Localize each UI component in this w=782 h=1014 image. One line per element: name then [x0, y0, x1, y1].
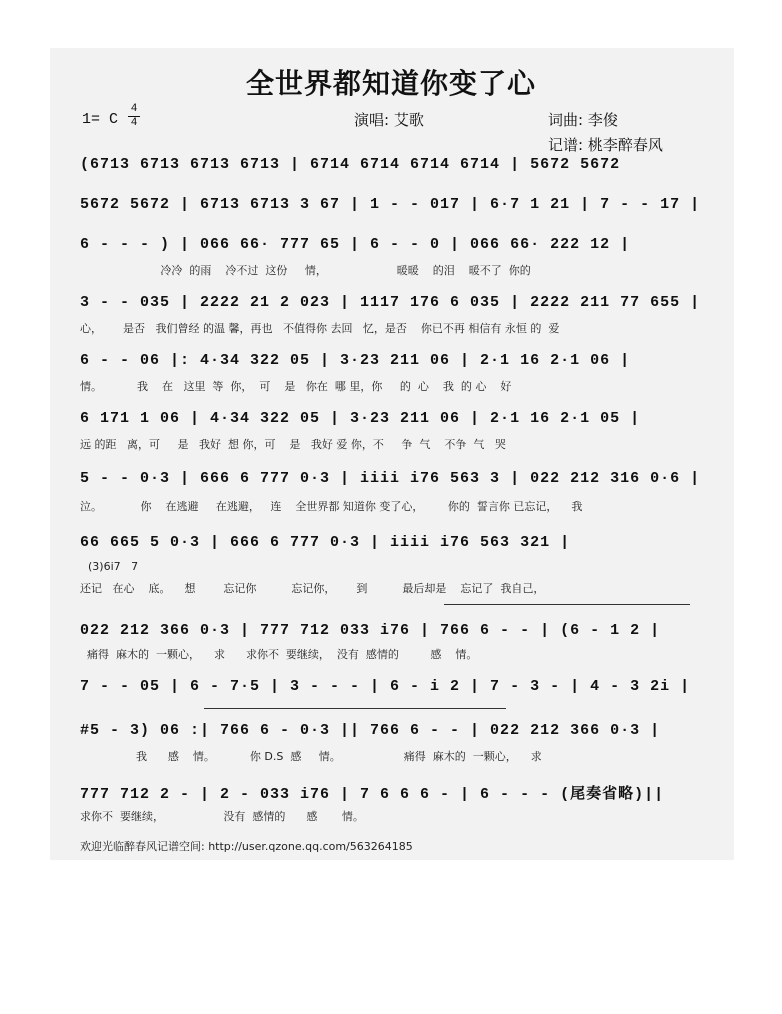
- lyrics-row-3: 冷冷 的雨 冷不过 这份 情， 暖暖 的泪 暖不了 你的: [80, 264, 531, 277]
- lyrics-row-11: 我 感 情。 你 D.S 感 情。 痛得 麻木的 一颗心， 求: [80, 750, 542, 763]
- lyrics-row-6: 远 的距 离，可 是 我好 想 你，可 是 我好 爱 你，不 争 气 不争 气 哭: [80, 438, 506, 451]
- notation-row-5: 6 - - 06 |: 4·34 322 05 | 3·23 211 06 | 2·1 16 2·1 06 |: [80, 352, 631, 369]
- composer-credit: 词曲: 李俊: [548, 111, 618, 129]
- notation-row-11: #5 - 3) 06 :| 766 6 - 0·3 || 766 6 - - | 022 212 366 0·3 |: [80, 722, 661, 739]
- lyrics-row-7: 泣。 你 在逃避 在逃避， 连 全世界都 知道你 变了心， 你的 誓言你 已忘记， 我: [80, 500, 583, 513]
- lyrics-row-9: 痛得 麻木的 一颗心， 求 求你不 要继续， 没有 感情的 感 情。: [80, 648, 478, 661]
- volta-bracket-3: [380, 708, 506, 709]
- aside-notes: (3)6i7 7: [88, 560, 139, 573]
- lyrics-row-5: 情。 我 在 这里 等 你， 可 是 你在 哪 里，你 的 心 我 的 心 好: [80, 380, 512, 393]
- notation-row-4: 3 - - 035 | 2222 21 2 023 | 1117 176 6 035 | 2222 211 77 655 |: [80, 294, 701, 311]
- time-signature: [128, 104, 140, 129]
- key-signature: 1= C: [82, 111, 119, 128]
- time-denominator: 4: [130, 117, 138, 129]
- time-numerator: 4: [130, 103, 138, 115]
- lyrics-row-12: 求你不 要继续， 没有 感情的 感 情。: [80, 810, 364, 823]
- notation-row-12: 777 712 2 - | 2 - 033 i76 | 7 6 6 6 - | 6 - - - (尾奏省略)||: [80, 786, 665, 803]
- notation-row-7: 5 - - 0·3 | 666 6 777 0·3 | iiii i76 563 3 | 022 212 316 0·6 |: [80, 470, 701, 487]
- footer-note: 欢迎光临醉春风记谱空间: http://user.qzone.qq.com/563264185: [80, 840, 413, 853]
- notation-row-9: 022 212 366 0·3 | 777 712 033 i76 | 766 6 - - | (6 - 1 2 |: [80, 622, 661, 639]
- notation-row-1: (6713 6713 6713 6713 | 6714 6714 6714 6714 | 5672 5672: [80, 156, 621, 173]
- transcriber-credit: 记谱: 桃李醉春风: [548, 136, 663, 154]
- notation-row-8: 66 665 5 0·3 | 666 6 777 0·3 | iiii i76 563 321 |: [80, 534, 571, 551]
- lyrics-row-8: 还记 在心 底。 想 忘记你 忘记你， 到 最后却是 忘记了 我自己，: [80, 582, 545, 595]
- notation-row-3: 6 - - - ) | 066 66· 777 65 | 6 - - 0 | 066 66· 222 12 |: [80, 236, 631, 253]
- notation-row-2: 5672 5672 | 6713 6713 3 67 | 1 - - 017 | 6·7 1 21 | 7 - - 17 |: [80, 196, 701, 213]
- lyrics-row-4: 心， 是否 我们曾经 的温 馨，再也 不值得你 去回 忆，是否 你已不再 相信有 永恒 的 爱: [80, 322, 560, 335]
- song-title: 全世界都知道你变了心: [245, 67, 536, 100]
- notation-row-10: 7 - - 05 | 6 - 7·5 | 3 - - - | 6 - i 2 | 7 - 3 - | 4 - 3 2i |: [80, 678, 691, 695]
- volta-bracket-top: [444, 604, 690, 605]
- notation-row-6: 6 171 1 06 | 4·34 322 05 | 3·23 211 06 | 2·1 16 2·1 05 |: [80, 410, 641, 427]
- singer-credit: 演唱: 艾歌: [354, 111, 424, 129]
